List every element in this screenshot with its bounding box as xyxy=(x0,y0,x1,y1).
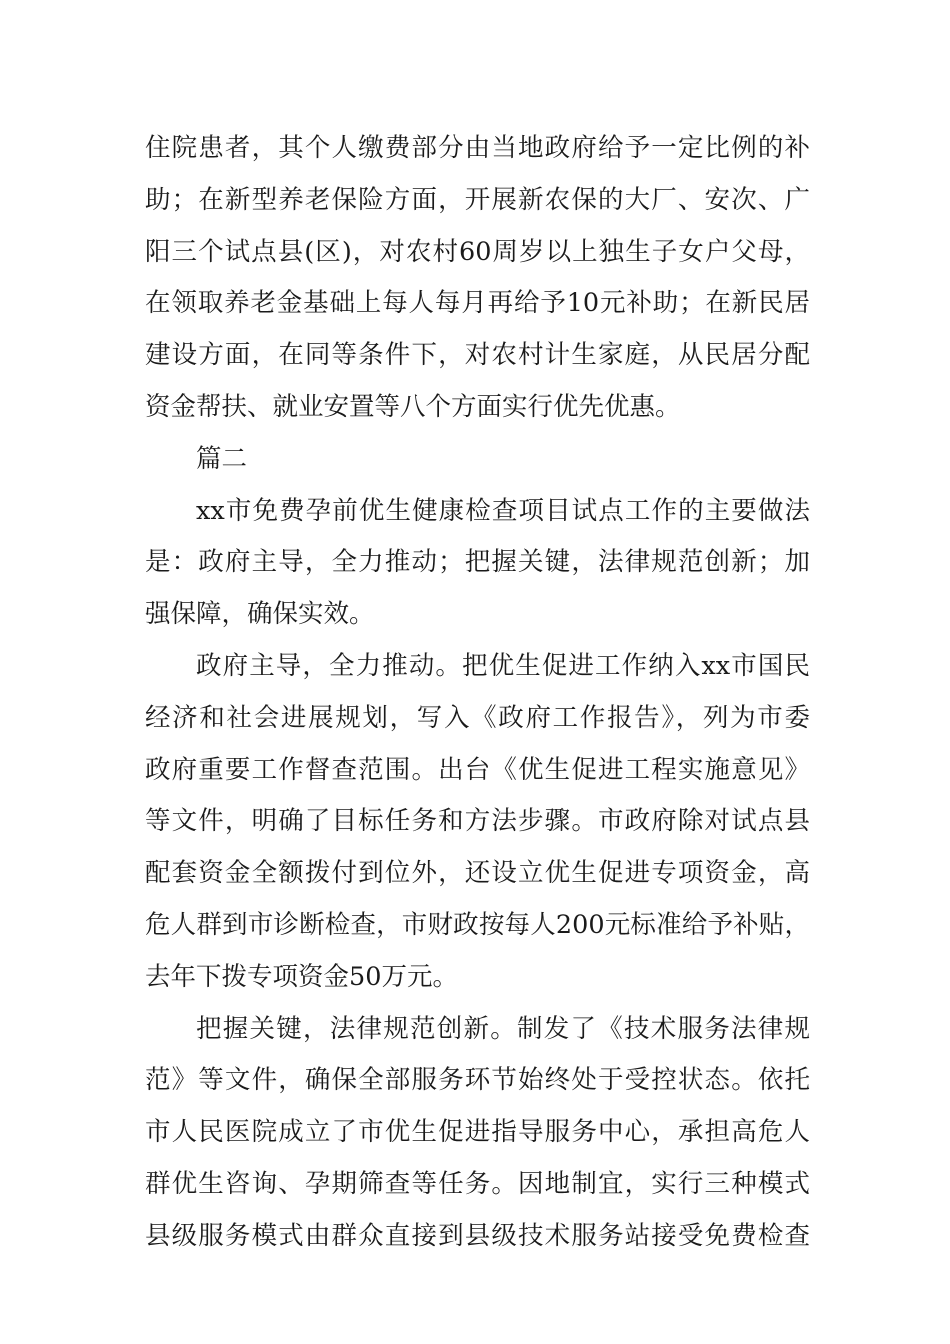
document-body xyxy=(145,123,810,1263)
text-line: 危人群到市诊断检查，市财政按每人200元标准给予补贴， xyxy=(145,909,810,940)
text-line: 去年下拨专项资金50万元。 xyxy=(145,961,458,992)
text-line: 经济和社会进展规划，写入《政府工作报告》，列为市委 xyxy=(145,702,810,733)
text-line: 助；在新型养老保险方面，开展新农保的大厂、安次、广 xyxy=(145,184,810,215)
text-line: 市人民医院成立了市优生促进指导服务中心，承担高危人 xyxy=(145,1117,810,1148)
text-line: 配套资金全额拨付到位外，还设立优生促进专项资金，高 xyxy=(145,858,810,889)
text-line: 建设方面，在同等条件下，对农村计生家庭，从民居分配 xyxy=(145,340,810,371)
text-line: 范》等文件，确保全部服务环节始终处于受控状态。依托 xyxy=(145,1065,810,1096)
text-line: 阳三个试点县(区)，对农村60周岁以上独生子女户父母， xyxy=(145,236,810,267)
text-line: 等文件，明确了目标任务和方法步骤。市政府除对试点县 xyxy=(145,806,810,837)
text-line: 政府主导，全力推动。把优生促进工作纳入xx市国民 xyxy=(196,650,810,681)
text-line: 县级服务模式由群众直接到县级技术服务站接受免费检查 xyxy=(145,1220,810,1251)
text-line: xx市免费孕前优生健康检查项目试点工作的主要做法 xyxy=(196,495,810,526)
text-line: 把握关键，法律规范创新。制发了《技术服务法律规 xyxy=(196,1013,810,1044)
text-line: 住院患者，其个人缴费部分由当地政府给予一定比例的补 xyxy=(145,133,810,163)
section-heading: 篇二 xyxy=(196,443,248,474)
text-line: 政府重要工作督查范围。出台《优生促进工程实施意见》 xyxy=(145,754,810,785)
text-line: 资金帮扶、就业安置等八个方面实行优先优惠。 xyxy=(145,391,681,422)
text-line: 是：政府主导，全力推动；把握关键，法律规范创新；加 xyxy=(145,547,810,578)
text-line: 强保障，确保实效。 xyxy=(145,599,375,630)
text-line: 群优生咨询、孕期筛查等任务。因地制宜，实行三种模式 xyxy=(145,1168,810,1199)
text-line: 在领取养老金基础上每人每月再给予10元补助；在新民居 xyxy=(145,288,810,319)
